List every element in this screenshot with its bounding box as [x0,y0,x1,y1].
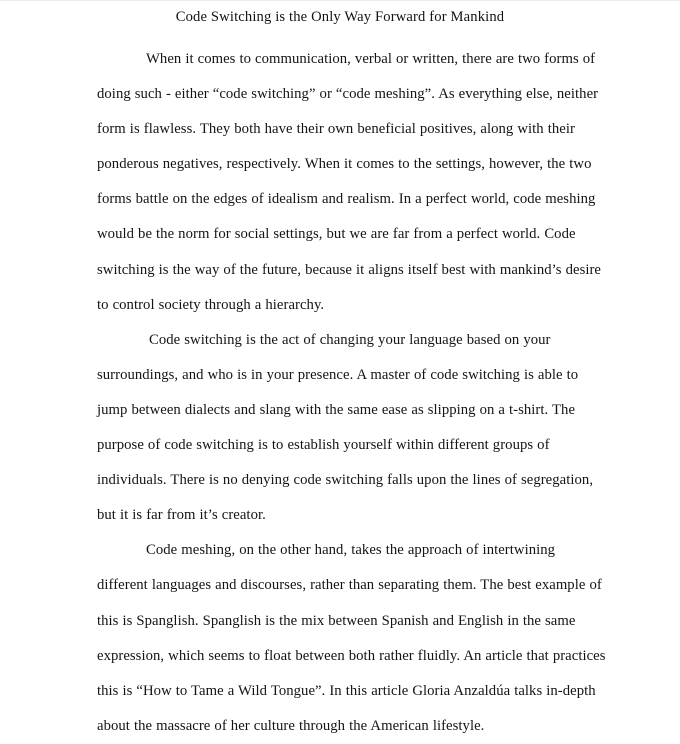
document-title: Code Switching is the Only Way Forward for Mankind [175,9,505,25]
paragraph-intro: When it comes to communication, verbal or written, there are two forms of doing such - either “code switching” or “code meshing”. As everything else, neither form is flawless. They both have their own beneficial positives, along with their ponderous negatives, respectively. When it comes to the settings, however, the two forms battle on the edges of idealism and realism. In a perfect world, code meshing would be the norm for social settings, but we are far from a perfect world. Code switching is the way of the future, because it aligns itself best with mankind’s desire to control society through a hierarchy. [97,51,602,313]
paragraph-code-meshing-definition: Code meshing, on the other hand, takes the approach of intertwining different languages and discourses, rather than separating them. The best example of this is Spanglish. Spanglish is the mix between Spanish and English in the same expression, which seems to float between both rather fluidly. An article that practices this is “How to Tame a Wild Tongue”. In this article Gloria Anzaldúa talks in-depth about the massacre of her culture through the American lifestyle. [97,542,606,734]
document-body [42,42,638,744]
paragraph-code-switching-definition: Code switching is the act of changing your language based on your surroundings, and who is in your presence. A master of code switching is able to jump between dialects and slang with the same ease as slipping on a t-shirt. The purpose of code switching is to establish yourself within different groups of individuals. There is no denying code switching falls upon the lines of segregation, but it is far from it’s creator. [97,331,594,524]
